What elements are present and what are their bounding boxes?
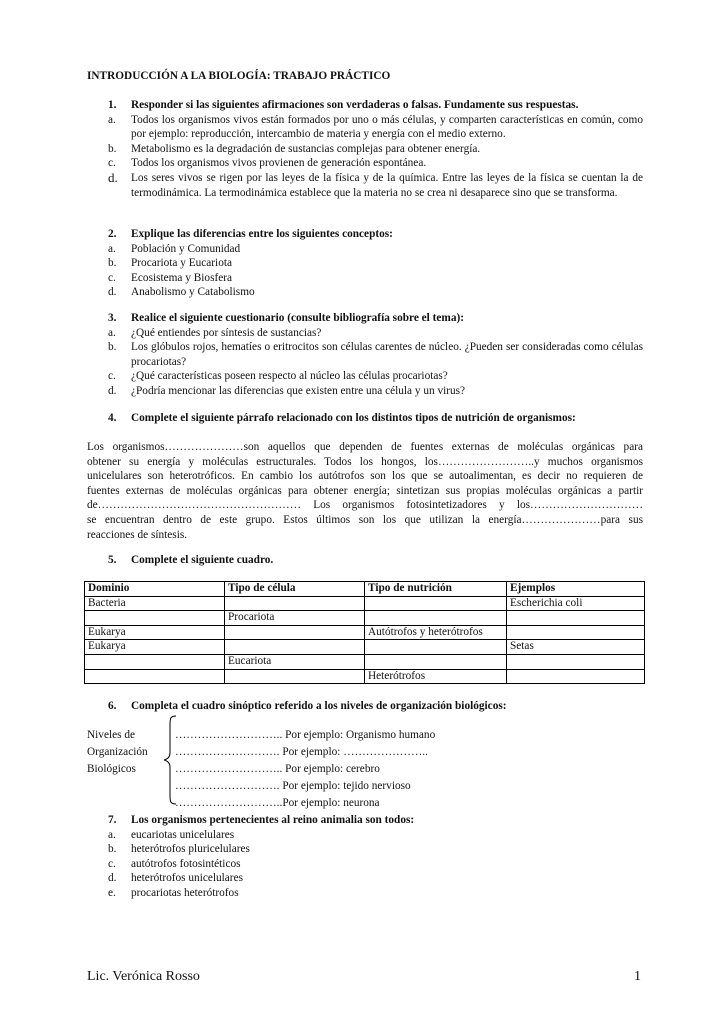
table-cell[interactable]: [225, 625, 365, 640]
list-item: [108, 369, 643, 384]
item-text: Ecosistema y Biosfera: [131, 271, 233, 284]
list-item: [108, 256, 643, 271]
table-header-row: [85, 582, 645, 597]
list-item: [108, 886, 643, 901]
table-cell[interactable]: [85, 654, 225, 669]
table-row: [85, 669, 645, 684]
item-text: ¿Qué características poseen respecto al núcleo las células procariotas?: [131, 370, 448, 383]
list-item: [108, 156, 643, 171]
item-text[interactable]: heterótrofos unicelulares: [131, 872, 243, 885]
table-cell[interactable]: Autótrofos y heterótrofos: [365, 625, 507, 640]
list-item: [108, 842, 643, 857]
table-header: Ejemplos: [507, 582, 645, 597]
item-letter: c.: [108, 271, 116, 284]
question-2: [108, 227, 643, 300]
table-row: [85, 654, 645, 669]
item-text: Población y Comunidad: [131, 242, 241, 255]
item-text: ¿Qué entiendes por síntesis de sustancias?: [131, 326, 322, 339]
item-letter: c.: [108, 157, 116, 170]
question-number: 3.: [108, 312, 117, 324]
list-item: [108, 384, 643, 399]
item-letter: a.: [108, 828, 116, 841]
label-line: Organización: [87, 746, 148, 758]
table-cell[interactable]: [225, 640, 365, 655]
paragraph-line: de……………………………………………… Los organismos fotosintetizadores y los…………………………: [87, 499, 643, 512]
table-cell[interactable]: [85, 611, 225, 626]
item-text: ¿Podría mencionar las diferencias que existen entre una célula y un virus?: [131, 384, 466, 397]
page-title: INTRODUCCIÓN A LA BIOLOGÍA: TRABAJO PRÁCTICO: [87, 70, 391, 82]
question-3: [108, 311, 643, 399]
table-cell[interactable]: Eukarya: [85, 640, 225, 655]
item-text: Metabolismo es la degradación de sustancias complejas para obtener energía.: [131, 142, 481, 155]
table-cell[interactable]: Eucariota: [225, 654, 365, 669]
item-letter: b.: [108, 257, 117, 270]
question-heading: Realice el siguiente cuestionario (consulte bibliografía sobre el tema):: [131, 312, 464, 324]
table-cell[interactable]: [225, 669, 365, 684]
table-row: [85, 625, 645, 640]
table-cell[interactable]: [507, 654, 645, 669]
synoptic-item[interactable]: ……………………….. Por ejemplo: cerebro: [175, 763, 380, 775]
table-cell[interactable]: Escherichia coli: [507, 596, 645, 611]
table-cell[interactable]: [507, 625, 645, 640]
question-4: [108, 411, 643, 426]
item-letter: d.: [108, 286, 117, 299]
fill-in-paragraph: [87, 440, 643, 542]
item-letter: a.: [108, 113, 116, 126]
list-item: [108, 871, 643, 886]
list-item: [108, 113, 643, 142]
table-cell[interactable]: [365, 611, 507, 626]
paragraph-line: se encuentran dentro de este grupo. Estos últimos son los que utilizan la energía…………………para sus: [87, 513, 643, 526]
table-cell[interactable]: [225, 596, 365, 611]
table-cell[interactable]: [507, 611, 645, 626]
table-cell[interactable]: Setas: [507, 640, 645, 655]
table-row: [85, 640, 645, 655]
list-item: [108, 340, 643, 369]
table-cell[interactable]: [85, 669, 225, 684]
table-cell[interactable]: Eukarya: [85, 625, 225, 640]
question-heading: Complete el siguiente cuadro.: [131, 554, 274, 566]
item-letter: a.: [108, 326, 116, 339]
question-number: 4.: [108, 412, 117, 424]
table-cell[interactable]: Procariota: [225, 611, 365, 626]
question-1: [108, 98, 643, 200]
item-letter: b.: [108, 843, 117, 856]
table-cell[interactable]: [365, 654, 507, 669]
item-letter: d.: [108, 872, 117, 885]
item-letter: c.: [108, 370, 116, 383]
table-cell[interactable]: Bacteria: [85, 596, 225, 611]
question-heading: Explique las diferencias entre los siguientes conceptos:: [131, 228, 393, 240]
item-text: Anabolismo y Catabolismo: [131, 286, 255, 299]
paragraph-line: reacciones de síntesis.: [87, 528, 188, 541]
item-text: Los seres vivos se rigen por las leyes de la física y de la química. Entre las leyes de la física se cuentan la de termodinámica. La termodinámica establece que la materia no se crea ni desaparece sino que se transforma.: [131, 171, 643, 199]
list-item: [108, 171, 643, 200]
item-text: Los glóbulos rojos, hematíes o eritrocitos son células carentes de núcleo. ¿Pueden ser consideradas como células procariotas?: [131, 341, 643, 368]
question-heading: Los organismos pertenecientes al reino animalia son todos:: [131, 814, 415, 826]
table-header: Tipo de nutrición: [365, 582, 507, 597]
table-cell[interactable]: [365, 640, 507, 655]
page-number: 1: [634, 969, 641, 984]
synoptic-item[interactable]: ………………………..Por ejemplo: neurona: [175, 797, 380, 809]
paragraph-line: Los organismos…………………son aquellos que dependen de fuentes externas de moléculas orgánicas para: [87, 441, 643, 453]
table-row: [85, 596, 645, 611]
footer-author: Lic. Verónica Rosso: [87, 969, 200, 984]
paragraph-line: fuentes externas de moléculas orgánicas para obtener energía; sintetizan sus propias moléculas orgánicas a partir: [87, 484, 643, 497]
synoptic-item[interactable]: ………………………. Por ejemplo: …………………..: [175, 746, 428, 758]
item-text: Procariota y Eucariota: [131, 257, 232, 270]
table-cell[interactable]: [507, 669, 645, 684]
list-item: [108, 285, 643, 300]
item-text[interactable]: eucariotas unicelulares: [131, 828, 235, 841]
synoptic-item[interactable]: ……………………….. Por ejemplo: Organismo humano: [175, 729, 436, 741]
synoptic-item[interactable]: ………………………. Por ejemplo: tejido nervioso: [175, 780, 411, 792]
question-number: 6.: [108, 700, 117, 712]
item-text: Todos los organismos vivos están formados por uno o más células, y comparten características en común, como por ejemplo: reproducción, intercambio de materia y energía con el medio externo.: [131, 113, 643, 141]
question-heading: Responder si las siguientes afirmaciones son verdaderas o falsas. Fundamente sus respuestas.: [131, 99, 579, 111]
table-cell[interactable]: Heterótrofos: [365, 669, 507, 684]
label-line: Biológicos: [87, 763, 136, 775]
paragraph-line: unicelulares son heterotróficos. En cambio los autótrofos son los que se autoalimentan, es decir no requieren de: [87, 470, 643, 483]
item-letter: e.: [108, 886, 116, 899]
synoptic-left-label: [87, 727, 148, 778]
item-letter: c.: [108, 857, 116, 870]
item-letter: d.: [108, 384, 117, 397]
question-number: 7.: [108, 814, 117, 826]
table-header: Tipo de célula: [225, 582, 365, 597]
label-line: Niveles de: [87, 729, 135, 741]
synoptic-items: [175, 727, 435, 812]
question-number: 2.: [108, 228, 117, 240]
list-item: [108, 857, 643, 872]
list-item: [108, 242, 643, 257]
list-item: [108, 828, 643, 843]
question-7: [108, 813, 643, 901]
item-text[interactable]: procariotas heterótrofos: [131, 886, 239, 899]
table-row: [85, 611, 645, 626]
item-letter: b.: [108, 142, 117, 155]
question-number: 5.: [108, 554, 117, 566]
list-item: [108, 142, 643, 157]
question-number: 1.: [108, 99, 117, 111]
list-item: [108, 326, 643, 341]
item-text[interactable]: autótrofos fotosintéticos: [131, 857, 241, 870]
question-heading: Complete el siguiente párrafo relacionado con los distintos tipos de nutrición de organismos:: [131, 412, 576, 424]
table-cell[interactable]: [365, 596, 507, 611]
paragraph-line: obtener su energía y moléculas estructurales. Todos los hongos, los……………………..y muchos organismos: [87, 455, 643, 468]
item-letter: d.: [108, 169, 118, 185]
item-text[interactable]: heterótrofos pluricelulares: [131, 843, 250, 856]
table-header: Dominio: [85, 582, 225, 597]
item-letter: a.: [108, 242, 116, 255]
question-5: [108, 553, 643, 568]
classification-table: [84, 581, 645, 684]
item-letter: b.: [108, 341, 117, 354]
question-6: [108, 699, 643, 714]
item-text: Todos los organismos vivos provienen de generación espontánea.: [131, 157, 427, 170]
list-item: [108, 271, 643, 286]
question-heading: Completa el cuadro sinóptico referido a los niveles de organización biológicos:: [131, 700, 507, 712]
